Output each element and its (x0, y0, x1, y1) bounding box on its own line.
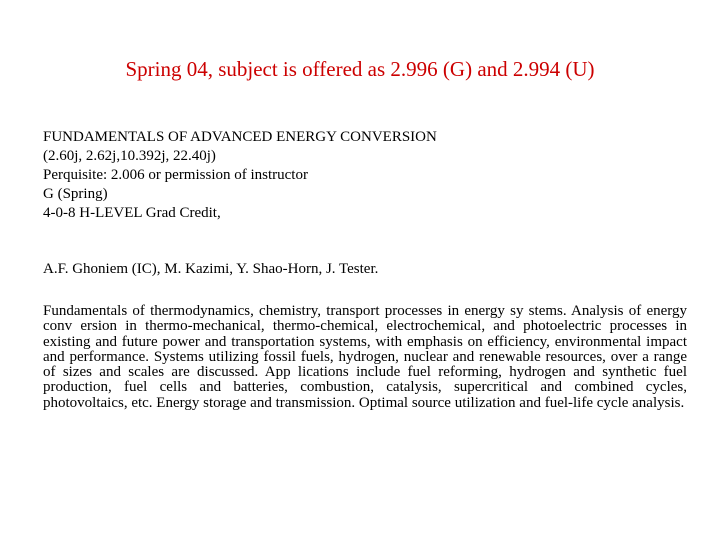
course-description: Fundamentals of thermodynamics, chemistry, transport processes in energy sy stems. Analysis of energy conv ersion in thermo-mechanical, thermo-chemical, electrochemical, and photoelectric processes in existing and future power and transportation systems, with emphasis on efficiency, environmental impact and performance. Systems utilizing fossil fuels, hydrogen, nuclear and renewable resources, over a range of sizes and scales are discussed. App lications include fuel reforming, hydrogen and synthetic fuel production, fuel cells and batteries, combustion, catalysis, supercritical and combined cycles, photovoltaics, etc. Energy storage and transmission. Optimal source utilization and fuel-life cycle analysis. (43, 303, 687, 411)
course-info (43, 128, 683, 223)
course-term: G (Spring) (43, 186, 108, 202)
course-name: FUNDAMENTALS OF ADVANCED ENERGY CONVERSION (43, 129, 437, 145)
instructors: A.F. Ghoniem (IC), M. Kazimi, Y. Shao-Horn, J. Tester. (43, 261, 379, 277)
course-prerequisite: Perquisite: 2.006 or permission of instructor (43, 167, 308, 183)
course-numbers: (2.60j, 2.62j,10.392j, 22.40j) (43, 148, 216, 164)
slide-title: Spring 04, subject is offered as 2.996 (G) and 2.994 (U) (125, 57, 595, 81)
course-units: 4-0-8 H-LEVEL Grad Credit, (43, 205, 221, 221)
